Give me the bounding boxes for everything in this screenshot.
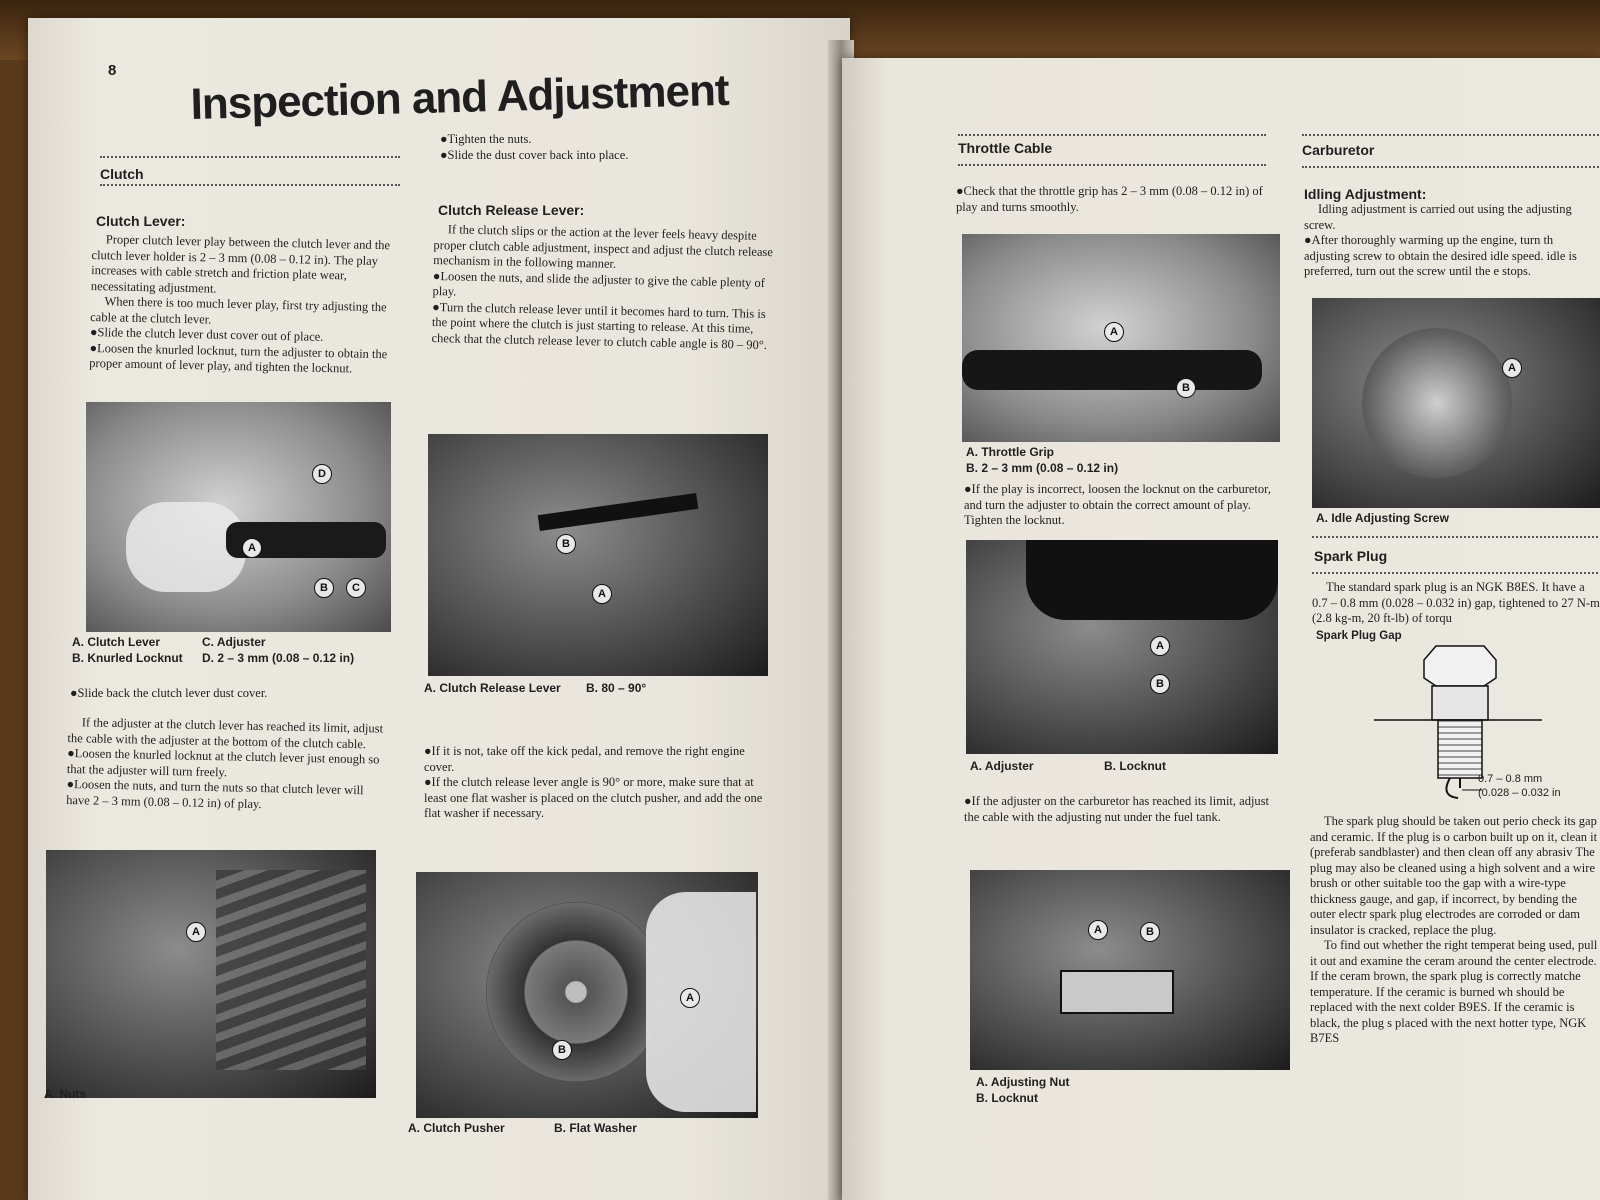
- caption-item: A. Adjusting Nut: [976, 1075, 1070, 1089]
- bullet-item: ●If it is not, take off the kick pedal, and remove the right engine cover.: [424, 744, 745, 774]
- page-title: Inspection and Adjustment: [190, 65, 730, 129]
- photo7-caption: [976, 1074, 1070, 1106]
- callout: B: [1150, 674, 1170, 694]
- throttle-check-text: ●Check that the throttle grip has 2 – 3 mm (0.08 – 0.12 in) of play and turns smoothly.: [956, 184, 1263, 214]
- idling-adjustment-heading: Idling Adjustment:: [1304, 186, 1427, 202]
- callout: A: [680, 988, 700, 1008]
- caption-item: B. 2 – 3 mm (0.08 – 0.12 in): [966, 461, 1119, 475]
- carburetor-limit-text: ●If the adjuster on the carburetor has reached its limit, adjust the cable with the adjusting nut under the fuel tank.: [964, 794, 1270, 824]
- hand-shape: [646, 892, 756, 1112]
- paragraph: If the clutch slips or the action at the lever feels heavy despite proper clutch cable adjustment, inspect and adjust the clutch release mechanism in the following manner.: [433, 222, 774, 271]
- slide-back-text: ●Slide back the clutch lever dust cover.: [70, 686, 268, 700]
- cable-shape: [538, 493, 699, 531]
- paragraph: If the adjuster at the clutch lever has reached its limit, adjust the cable with the adjuster at the bottom of the clutch cable.: [67, 715, 384, 751]
- photo4-caption: [408, 1120, 637, 1136]
- clutch-release-lever-photo: [428, 434, 768, 676]
- spark-plug-gap-label: Spark Plug Gap: [1316, 630, 1402, 642]
- left-page: [28, 18, 850, 1200]
- cable-adjuster-shape: [1060, 970, 1174, 1014]
- callout: B: [1140, 922, 1160, 942]
- caption-item: B. 80 – 90°: [586, 681, 647, 695]
- caption-item: B. Flat Washer: [554, 1121, 637, 1135]
- carburetor-body: [1362, 328, 1512, 478]
- callout: A: [592, 584, 612, 604]
- fuel-tank-shape: [1026, 540, 1278, 620]
- callout: A: [1088, 920, 1108, 940]
- bullet-item: ●Tighten the nuts.: [440, 132, 532, 146]
- right-page: [842, 58, 1600, 1200]
- gap-mm: 0.7 – 0.8 mm: [1478, 773, 1543, 785]
- caption-item: A. Clutch Lever: [72, 635, 161, 649]
- caption-item: D. 2 – 3 mm (0.08 – 0.12 in): [202, 651, 355, 665]
- photo3-caption: A. Nuts: [44, 1087, 86, 1101]
- gap-in: (0.028 – 0.032 in: [1478, 787, 1561, 799]
- callout: A: [1104, 322, 1124, 342]
- section-divider: [1312, 572, 1600, 574]
- spark-plug-body-text: [1310, 814, 1600, 1174]
- paragraph: Proper clutch lever play between the clutch lever and the clutch lever holder is 2 – 3 mm (0.08 – 0.12 in). The play increases with cable stretch and friction plate wear, necessitating adjustment.: [90, 232, 391, 296]
- callout: D: [312, 464, 332, 484]
- callout: B: [552, 1040, 572, 1060]
- clutch-pusher-photo: [416, 872, 758, 1118]
- callout: C: [346, 578, 366, 598]
- section-divider: [100, 156, 400, 158]
- throttle-incorrect-text: ●If the play is incorrect, loosen the locknut on the carburetor, and turn the adjuster to obtain the correct amount of play. Tighten the locknut.: [964, 482, 1271, 527]
- section-heading-throttle: Throttle Cable: [958, 140, 1053, 156]
- section-heading-carburetor: Carburetor: [1302, 142, 1375, 158]
- spark-plug-gap-measurement: [1478, 772, 1561, 800]
- bullet-item: ●After thoroughly warming up the engine, turn th adjusting screw to obtain the desired idle speed. idle is preferred, turn out the screw until the e stops.: [1304, 233, 1577, 278]
- clutch-hub: [486, 902, 666, 1082]
- idling-adjustment-text: [1304, 202, 1594, 294]
- clutch-lever-photo: [86, 402, 391, 632]
- section-divider: [1302, 166, 1600, 168]
- carburetor-adjuster-photo: [966, 540, 1278, 754]
- caption-item: A. Throttle Grip: [966, 445, 1054, 459]
- section-divider: [1302, 134, 1600, 136]
- clutch-lever-text: [89, 232, 402, 378]
- throttle-grip-photo: [962, 234, 1280, 442]
- callout: A: [186, 922, 206, 942]
- adjuster-limit-text: [66, 715, 388, 815]
- caption-item: A. Clutch Release Lever: [424, 681, 561, 695]
- bullet-item: ●Loosen the nuts, and turn the nuts so that clutch lever will have 2 – 3 mm (0.08 – 0.12 in) of play.: [66, 776, 364, 811]
- nuts-photo: [46, 850, 376, 1098]
- callout: A: [1502, 358, 1522, 378]
- clutch-lever-heading: Clutch Lever:: [96, 213, 186, 229]
- section-divider: [1312, 536, 1600, 538]
- bullet-item: ●Slide the clutch lever dust cover out of place.: [89, 324, 324, 344]
- callout: A: [1150, 636, 1170, 656]
- caption-item: B. Locknut: [1104, 759, 1166, 773]
- section-divider: [958, 164, 1266, 166]
- caption-item: A. Adjuster: [970, 759, 1034, 773]
- engine-fins: [216, 870, 366, 1070]
- clutch-release-lever-text: [431, 222, 774, 353]
- tighten-nuts-text: [440, 132, 780, 163]
- callout: B: [556, 534, 576, 554]
- photo1-caption: [72, 634, 392, 666]
- clutch-release-lever-heading: Clutch Release Lever:: [438, 202, 585, 218]
- bullet-item: ●If the clutch release lever angle is 90° or more, make sure that at least one flat washer is placed on the clutch pusher, and add the one flat washer if necessary.: [424, 775, 763, 820]
- bullet-item: ●Loosen the knurled locknut at the clutch lever just enough so that the adjuster will turn freely.: [66, 745, 380, 779]
- caption-item: B. Knurled Locknut: [72, 651, 183, 665]
- caption-item: A. Clutch Pusher: [408, 1121, 505, 1135]
- bullet-item: ●Slide the dust cover back into place.: [440, 147, 629, 162]
- adjusting-nut-photo: [970, 870, 1290, 1070]
- section-divider: [100, 184, 400, 186]
- paragraph: Idling adjustment is carried out using the adjusting screw.: [1304, 202, 1572, 232]
- handlebar-shape: [962, 350, 1262, 390]
- paragraph: To find out whether the right temperat being used, pull it out and examine the ceram around the center electrode. If the ceram brown, the spark plug is correctly matche temperature. If the ceramic is burned wh should be replaced with the next colder B9ES. If the ceramic is black, the plug s placed with the next hotter type, NGK B7ES: [1310, 938, 1598, 1045]
- bullet-item: ●Loosen the nuts, and slide the adjuster to give the cable plenty of play.: [432, 268, 766, 299]
- section-heading-clutch: Clutch: [100, 166, 144, 182]
- section-heading-spark-plug: Spark Plug: [1314, 548, 1388, 564]
- paragraph: When there is too much lever play, first try adjusting the cable at the clutch lever.: [90, 294, 387, 327]
- paragraph: The spark plug should be taken out perio check its gap and ceramic. If the plug is o carbon built up on it, clean it (preferab sandblaster) and then clean off any abrasiv The plug may also be cleaned using a high solvent and a wire brush or other suitable too the gap with a wire-type thickness gauge, and gap, if incorrect, by bending the outer electr spark plug electrodes are corroded or dam insulator is cracked, replace the plug.: [1310, 814, 1598, 937]
- photo6-caption: [970, 758, 1166, 774]
- idle-screw-photo: [1312, 298, 1600, 508]
- bullet-item: ●Loosen the knurled locknut, turn the adjuster to obtain the proper amount of lever play, and tighten the locknut.: [89, 340, 388, 376]
- caption-item: C. Adjuster: [202, 635, 266, 649]
- page-number: 8: [108, 62, 117, 79]
- section-divider: [958, 134, 1266, 136]
- photo8-caption: A. Idle Adjusting Screw: [1316, 511, 1449, 525]
- photo5-caption: [966, 444, 1118, 476]
- callout: B: [1176, 378, 1196, 398]
- caption-item: B. Locknut: [976, 1091, 1038, 1105]
- photo2-caption: [424, 680, 646, 696]
- release-lever-angle-text: [424, 744, 768, 822]
- callout: B: [314, 578, 334, 598]
- spark-plug-intro-text: The standard spark plug is an NGK B8ES. It have a 0.7 – 0.8 mm (0.028 – 0.032 in) gap, tightened to 27 N-m (2.8 kg-m, 20 ft-lb) of torqu: [1312, 580, 1600, 625]
- callout: A: [242, 538, 262, 558]
- bullet-item: ●Turn the clutch release lever until it becomes hard to turn. This is the point where the clutch is just starting to release. At this time, check that the clutch release lever to clutch cable angle is 80 – 90°.: [431, 299, 768, 352]
